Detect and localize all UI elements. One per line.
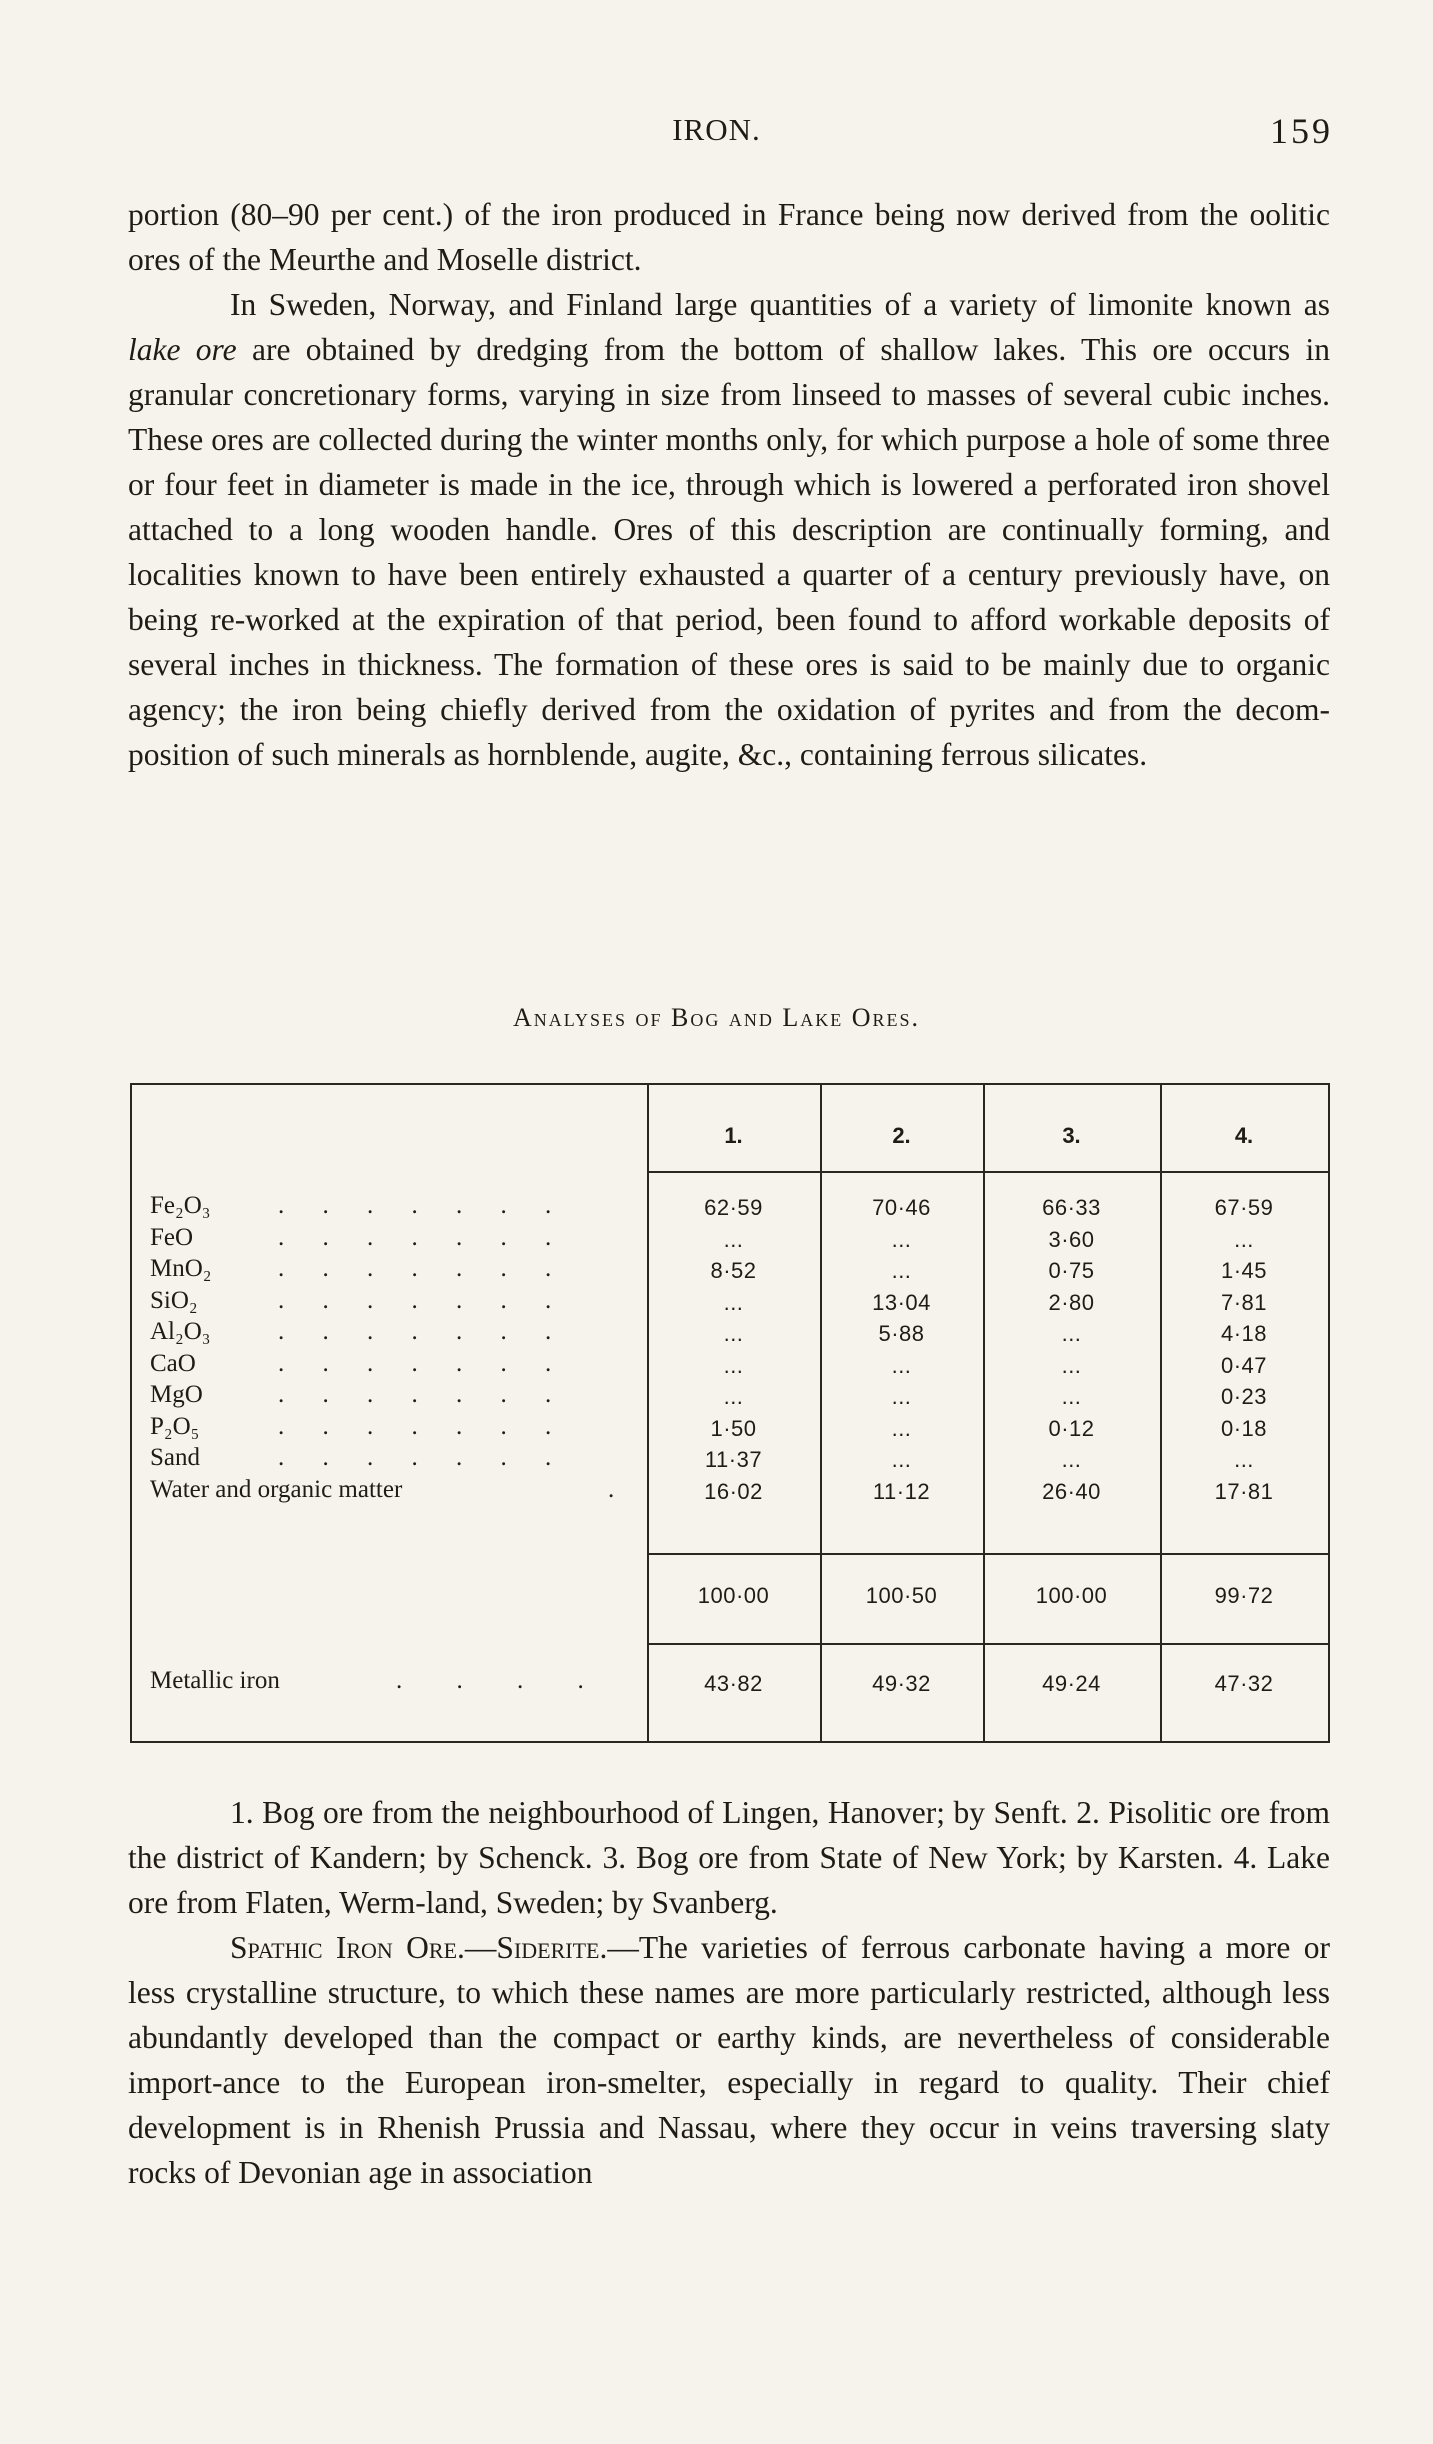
row-label: FeO xyxy=(150,1223,194,1251)
column-header: 3. xyxy=(1062,1123,1081,1148)
total-cell: 100·00 xyxy=(1035,1583,1108,1608)
leader-dots: . . . . . . . xyxy=(278,1412,568,1440)
table-cell: ... xyxy=(1061,1384,1082,1409)
column-header: 1. xyxy=(724,1123,743,1148)
table-cell: ... xyxy=(723,1352,744,1378)
leader-dots: . . . . . . . xyxy=(278,1349,568,1377)
row-label: P₂O₅ xyxy=(150,1412,200,1440)
row-label: Sand xyxy=(150,1444,200,1471)
body-paragraphs xyxy=(128,192,1330,777)
table-cell: 0·75 xyxy=(1048,1258,1095,1283)
table-cell: 0·12 xyxy=(1048,1415,1095,1441)
table-row-rule xyxy=(647,1171,1328,1173)
table-cell: 8·52 xyxy=(710,1258,757,1283)
table-cell: ... xyxy=(723,1289,744,1315)
column-header: 2. xyxy=(892,1123,911,1148)
table-cell: 26·40 xyxy=(1042,1478,1101,1504)
row-label: SiO₂ xyxy=(150,1286,198,1314)
section-heading: Spathic Iron Ore.—Siderite. xyxy=(230,1930,608,1965)
table-cell: ... xyxy=(891,1415,912,1441)
table-cell: ... xyxy=(723,1384,744,1409)
table-bottom-rule xyxy=(130,1741,1330,1743)
table-cell: 7·81 xyxy=(1220,1289,1268,1315)
notes-section xyxy=(128,1790,1330,2195)
column-header: 4. xyxy=(1234,1123,1254,1148)
table-cell: 67·59 xyxy=(1214,1195,1274,1220)
table-top-rule xyxy=(130,1083,1330,1085)
table-notes: 1. Bog ore from the neighbourhood of Lingen, Hanover; by Senft. 2. Pisolitic ore from the district of Kandern; by Schenck. 3. Bog ore from State of New York; by Karsten. 4. Lake ore from Flaten, Werm-land, Sweden; by Svanberg. xyxy=(128,1795,1330,1920)
table-cell: ... xyxy=(891,1352,912,1378)
table-cell: ... xyxy=(891,1226,912,1252)
table-cell: 70·46 xyxy=(872,1195,931,1220)
row-label: CaO xyxy=(150,1349,196,1377)
table-cell: 11·37 xyxy=(704,1447,763,1472)
paragraph-lake-ore: In Sweden, Norway, and Finland large quantities of a variety of limonite known as lake ore are obtained by dredging from the bottom of shallow lakes. This ore occurs in granular concretionary forms, varying in size from linseed to masses of several cubic inches. These ores are collected during the winter months only, for which purpose a hole of some three or four feet in diameter is made in the ice, through which is lowered a perforated iron shovel attached to a long wooden handle. Ores of this description are continually forming, and localities known to have been entirely exhausted a quarter of a century previously have, on being re-worked at the expiration of that period, been found to afford workable deposits of several inches in thickness. The formation of these ores is said to be mainly due to organic agency; the iron being chiefly derived from the oxidation of pyrites and from the decom-position of such minerals as hornblende, augite, &c., containing ferrous silicates. xyxy=(128,287,1330,772)
table-cell: ... xyxy=(1061,1321,1082,1346)
leader-dots: . . . . xyxy=(396,1667,608,1694)
table-cell: 62·59 xyxy=(704,1195,763,1220)
table-cell: 16·02 xyxy=(704,1478,763,1504)
table-cell: 0·23 xyxy=(1220,1384,1268,1409)
metallic-iron-cell: 43·82 xyxy=(704,1671,763,1696)
table-caption: Analyses of Bog and Lake Ores. xyxy=(513,1003,920,1032)
table-cell: 4·18 xyxy=(1220,1321,1268,1346)
table-cell: 17·81 xyxy=(1214,1478,1274,1504)
metallic-iron-cell: 49·24 xyxy=(1042,1671,1101,1696)
running-head: IRON. xyxy=(672,112,761,147)
total-cell: 100·50 xyxy=(865,1583,938,1608)
table-cell: 66·33 xyxy=(1042,1195,1101,1220)
table-cell: 1·50 xyxy=(710,1415,757,1441)
paragraph-spathic: Spathic Iron Ore.—Siderite.—The varieties of ferrous carbonate having a more or less crystalline structure, to which these names are more particularly restricted, although less abundantly developed than the compact or earthy kinds, are nevertheless of considerable import-ance to the European iron-smelter, especially in regard to quality. Their chief development is in Rhenish Prussia and Nassau, where they occur in veins traversing slaty rocks of Devonian age in association xyxy=(128,1930,1330,2190)
leader-dots: . . . . . . . xyxy=(278,1286,568,1314)
metallic-iron-cell: 49·32 xyxy=(872,1671,931,1696)
table-cell: 0·18 xyxy=(1220,1415,1268,1441)
table-cell: ... xyxy=(891,1384,912,1409)
table-cell: ... xyxy=(1061,1447,1082,1472)
row-label: Water and organic matter xyxy=(150,1475,403,1503)
row-label: Fe₂O₃ xyxy=(150,1192,211,1219)
table-row-rule xyxy=(647,1643,1328,1645)
row-label: MnO₂ xyxy=(150,1255,212,1282)
total-cell: 100·00 xyxy=(697,1583,770,1608)
table-cell: 3·60 xyxy=(1048,1226,1095,1252)
table-cell: 13·04 xyxy=(872,1289,931,1315)
row-label: Al₂O₃ xyxy=(150,1318,211,1345)
table-cell: ... xyxy=(891,1447,912,1472)
leader-dots: . . . . . . . xyxy=(278,1318,568,1345)
total-cell: 99·72 xyxy=(1214,1583,1274,1608)
table-row-rule xyxy=(647,1553,1328,1555)
table-left-rule xyxy=(130,1083,132,1743)
table-cell: 2·80 xyxy=(1048,1289,1095,1315)
leader-dots: . . . . . . . xyxy=(278,1381,568,1408)
table-cell: ... xyxy=(891,1258,912,1283)
table-column-rule xyxy=(1328,1083,1330,1743)
table-cell: ... xyxy=(1061,1352,1082,1378)
table-cell: 0·47 xyxy=(1220,1352,1268,1378)
leader-dots: . xyxy=(608,1475,631,1503)
leader-dots: . . . . . . . xyxy=(278,1192,568,1219)
table-cell: 1·45 xyxy=(1220,1258,1268,1283)
table-cell: ... xyxy=(723,1321,744,1346)
paragraph-continuation: portion (80–90 per cent.) of the iron produced in France being now derived from the oolitic ores of the Meurthe and Moselle district. xyxy=(128,197,1330,277)
table-cell: ... xyxy=(1234,1226,1254,1252)
page-number: 159 xyxy=(1270,111,1333,151)
table-cell: 11·12 xyxy=(872,1478,931,1504)
leader-dots: . . . . . . . xyxy=(278,1255,568,1282)
emphasis-lake-ore: lake ore xyxy=(128,332,237,367)
table-cell: 5·88 xyxy=(878,1321,925,1346)
metallic-iron-label: Metallic iron xyxy=(150,1667,280,1694)
analysis-table xyxy=(130,1083,1330,1743)
leader-dots: . . . . . . . xyxy=(278,1444,568,1471)
table-cell: ... xyxy=(723,1226,744,1252)
row-label: MgO xyxy=(150,1381,203,1408)
leader-dots: . . . . . . . xyxy=(278,1223,568,1251)
table-cell: ... xyxy=(1234,1447,1254,1472)
metallic-iron-cell: 47·32 xyxy=(1214,1671,1274,1696)
